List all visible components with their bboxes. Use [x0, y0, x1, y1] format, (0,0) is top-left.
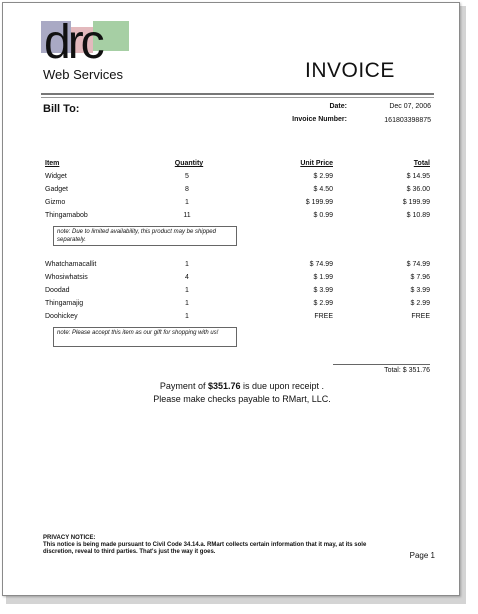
row-quantity: 1 — [185, 261, 189, 268]
row-total: $ 7.96 — [410, 274, 430, 281]
row-unit-price: $ 4.50 — [313, 186, 333, 193]
row-unit-price: $ 199.99 — [305, 199, 333, 206]
invoice-page — [2, 2, 460, 596]
logo-letters: drc — [44, 16, 102, 69]
row-total: $ 36.00 — [406, 186, 430, 193]
bill-to-label: Bill To: — [43, 103, 80, 115]
row-unit-price: FREE — [314, 313, 333, 320]
invoice-number-label: Invoice Number: — [292, 116, 347, 123]
row-unit-price: $ 1.99 — [313, 274, 333, 281]
privacy-notice — [43, 535, 373, 556]
row-unit-price: $ 3.99 — [313, 287, 333, 294]
row-total: $ 199.99 — [402, 199, 430, 206]
invoice-number-value: 161803398875 — [384, 117, 431, 124]
row-quantity: 1 — [185, 313, 189, 320]
row-item: Whatchamacallit — [45, 261, 97, 268]
row-total: $ 14.95 — [406, 173, 430, 180]
invoice-total: Total: $ 351.76 — [384, 367, 430, 374]
row-item: Whosiwhatsis — [45, 274, 88, 281]
row-quantity: 5 — [185, 173, 189, 180]
column-header-item: Item — [45, 160, 60, 167]
row-total: FREE — [411, 313, 430, 320]
row-item: Gizmo — [45, 199, 66, 206]
row-quantity: 8 — [185, 186, 189, 193]
row-quantity: 1 — [185, 199, 189, 206]
row-quantity: 11 — [183, 212, 191, 219]
row-total: $ 74.99 — [406, 261, 430, 268]
payment-instructions: Please make checks payable to RMart, LLC. — [153, 394, 331, 404]
item-note: note: Please accept this item as our gift for shopping with us! — [53, 327, 237, 347]
row-total: $ 2.99 — [410, 300, 430, 307]
row-total: $ 3.99 — [410, 287, 430, 294]
row-item: Gadget — [45, 186, 68, 193]
row-unit-price: $ 74.99 — [309, 261, 333, 268]
row-total: $ 10.89 — [406, 212, 430, 219]
column-header-total: Total — [413, 160, 430, 167]
header-rule — [41, 93, 434, 95]
date-label: Date: — [329, 103, 347, 110]
row-item: Thingamabob — [45, 212, 88, 219]
date-value: Dec 07, 2006 — [389, 103, 431, 110]
row-quantity: 1 — [185, 300, 189, 307]
row-item: Doodad — [45, 287, 70, 294]
row-quantity: 4 — [185, 274, 189, 281]
row-quantity: 1 — [185, 287, 189, 294]
payment-line — [3, 381, 478, 391]
column-header-quantity: Quantity — [174, 160, 204, 167]
payment-amount: $351.76 — [207, 381, 241, 391]
total-rule — [333, 364, 430, 365]
page-number: Page 1 — [409, 551, 435, 560]
column-header-unit-price: Unit Price — [300, 160, 333, 167]
company-logo — [41, 16, 141, 87]
item-note: note: Due to limited availability, this product may be shipped separately. — [53, 226, 237, 246]
header-rule-thin — [41, 97, 434, 98]
document-title: INVOICE — [305, 59, 395, 82]
logo-subtitle: Web Services — [43, 67, 123, 82]
privacy-body: This notice is being made pursuant to Civil Code 34.14.a. RMart collects certain information that it may, at its sole discretion, reveal to third parties. That's just the way it goes. — [43, 542, 367, 555]
row-item: Thingamajig — [45, 300, 84, 307]
row-item: Doohickey — [45, 313, 78, 320]
row-unit-price: $ 2.99 — [313, 173, 333, 180]
payment-prefix: Payment of — [159, 381, 208, 391]
row-unit-price: $ 0.99 — [313, 212, 333, 219]
row-item: Widget — [45, 173, 67, 180]
privacy-heading: PRIVACY NOTICE: — [43, 535, 96, 541]
row-unit-price: $ 2.99 — [313, 300, 333, 307]
payment-suffix: is due upon receipt . — [240, 381, 325, 391]
